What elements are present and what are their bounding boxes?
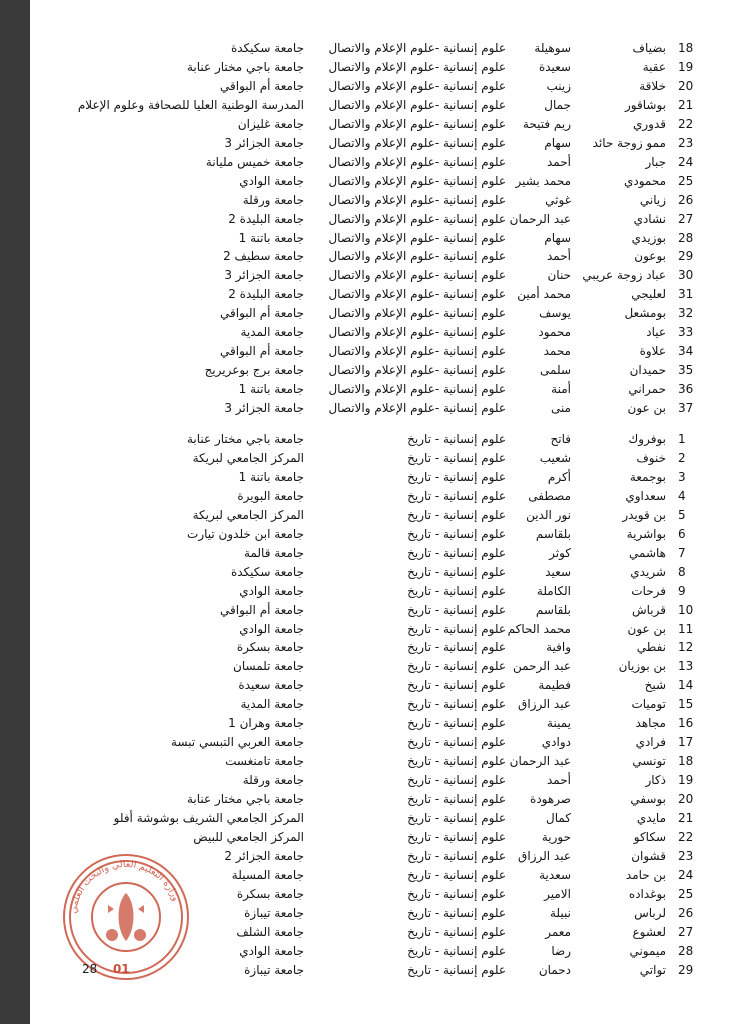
first-name: محمد أمين xyxy=(517,287,571,302)
last-name: ذكار xyxy=(645,773,666,788)
first-name: بلقاسم xyxy=(535,526,571,541)
row-number: 11 xyxy=(678,621,694,636)
first-name: أكرم xyxy=(547,469,571,484)
university: جامعة الجزائر 3 xyxy=(224,401,304,416)
first-name: سوهيلة xyxy=(534,41,571,55)
first-name: منى xyxy=(550,401,571,416)
table-row xyxy=(30,771,756,789)
row-number: 31 xyxy=(678,287,694,302)
department: علوم إنسانية - تاريخ xyxy=(407,621,506,636)
university: جامعة تيبازة xyxy=(244,905,304,920)
university: جامعة الشلف xyxy=(236,924,304,939)
university: جامعة تامنغست xyxy=(225,754,304,769)
department: علوم إنسانية - تاريخ xyxy=(407,773,506,788)
last-name: عقبة xyxy=(642,59,666,74)
first-name: محمد بشير xyxy=(515,173,571,188)
last-name: ميموني xyxy=(629,943,666,958)
table-row xyxy=(30,380,756,398)
last-name: مايدي xyxy=(636,811,666,825)
table-row xyxy=(30,153,756,171)
row-number: 10 xyxy=(678,602,694,617)
university: جامعة ورقلة xyxy=(242,192,304,207)
last-name: ممو زوجة حائد xyxy=(592,135,666,150)
first-name: نور الدين xyxy=(526,507,571,522)
university: المركز الجامعي الشريف بوشوشة أفلو xyxy=(113,811,304,825)
row-number: 21 xyxy=(678,811,694,825)
table-row xyxy=(30,134,756,152)
row-number: 37 xyxy=(678,401,694,416)
first-name: محمد xyxy=(543,344,571,359)
department: علوم إنسانية -علوم الإعلام والاتصال xyxy=(328,363,506,378)
first-name: محمود xyxy=(538,325,571,340)
row-number: 25 xyxy=(678,886,694,901)
row-number: 19 xyxy=(678,773,694,788)
last-name: بن بوزيان xyxy=(618,659,666,674)
row-number: 27 xyxy=(678,924,694,939)
table-row xyxy=(30,620,756,638)
university: جامعة الجزائر 3 xyxy=(224,268,304,283)
department: علوم إنسانية -علوم الإعلام والاتصال xyxy=(328,268,506,283)
department: علوم إنسانية -علوم الإعلام والاتصال xyxy=(328,78,506,93)
first-name: فاتح xyxy=(550,432,571,446)
department: علوم إنسانية - تاريخ xyxy=(407,716,506,731)
first-name: عبد الرحمان xyxy=(509,754,571,769)
university: المركز الجامعي للبيض xyxy=(193,829,304,844)
last-name: بن عون xyxy=(627,401,666,416)
first-name: نبيلة xyxy=(550,905,571,920)
first-name: أحمد xyxy=(547,249,571,264)
table-row xyxy=(30,563,756,581)
department: علوم إنسانية -علوم الإعلام والاتصال xyxy=(328,306,506,321)
department: علوم إنسانية - تاريخ xyxy=(407,867,506,882)
university: جامعة برج بوعريريج xyxy=(204,363,304,378)
last-name: هاشمي xyxy=(629,545,666,560)
table-row xyxy=(30,809,756,827)
table-row xyxy=(30,323,756,341)
last-name: علاوة xyxy=(639,344,666,359)
university: جامعة تلمسان xyxy=(233,659,304,674)
first-name: كمال xyxy=(545,811,571,825)
first-name: شعيب xyxy=(539,450,571,465)
university: جامعة البليدة 2 xyxy=(228,287,304,302)
university: جامعة الوادي xyxy=(239,173,304,188)
row-number: 28 xyxy=(678,230,694,245)
row-number: 1 xyxy=(678,432,686,446)
table-row xyxy=(30,487,756,505)
table-row xyxy=(30,506,756,524)
table-row xyxy=(30,39,756,57)
last-name: تواتي xyxy=(639,962,666,977)
first-name: سعيد xyxy=(545,564,571,579)
university: جامعة وهران 1 xyxy=(228,716,304,731)
first-name: غوثي xyxy=(545,192,571,207)
university: جامعة خميس مليانة xyxy=(205,154,304,169)
first-name: سهام xyxy=(544,135,571,150)
table-row xyxy=(30,58,756,76)
university: جامعة البويرة xyxy=(237,488,304,503)
first-name: الكاملة xyxy=(536,583,571,598)
last-name: بن حامد xyxy=(625,867,666,882)
row-number: 24 xyxy=(678,154,694,169)
department: علوم إنسانية -علوم الإعلام والاتصال xyxy=(328,401,506,416)
last-name: بوغداده xyxy=(628,886,666,901)
last-name: عباد زوجة عريبي xyxy=(582,268,666,283)
department: علوم إنسانية -علوم الإعلام والاتصال xyxy=(328,344,506,359)
row-number: 22 xyxy=(678,116,694,131)
first-name: عبد الرزاق xyxy=(518,848,571,863)
department: علوم إنسانية - تاريخ xyxy=(407,905,506,920)
last-name: قرباش xyxy=(631,602,666,617)
university: جامعة أم البواقي xyxy=(220,602,304,617)
university: جامعة الوادي xyxy=(239,583,304,598)
department: علوم إنسانية - تاريخ xyxy=(407,564,506,579)
first-name: سعدية xyxy=(539,867,571,882)
university: جامعة ابن خلدون تيارت xyxy=(187,526,304,541)
last-name: شريدي xyxy=(630,564,666,579)
row-number: 9 xyxy=(678,583,686,598)
last-name: قدوري xyxy=(632,116,666,131)
university: جامعة غليزان xyxy=(237,116,304,131)
table-row xyxy=(30,733,756,751)
table-row xyxy=(30,601,756,619)
department: علوم إنسانية - تاريخ xyxy=(407,924,506,939)
department: علوم إنسانية -علوم الإعلام والاتصال xyxy=(328,192,506,207)
university: جامعة الوادي xyxy=(239,621,304,636)
university: جامعة باتنة 1 xyxy=(238,382,304,397)
first-name: معمر xyxy=(545,924,571,939)
table-row xyxy=(30,247,756,265)
last-name: عياد xyxy=(646,325,666,340)
table-row xyxy=(30,342,756,360)
university: جامعة الجزائر 2 xyxy=(224,848,304,863)
university: جامعة أم البواقي xyxy=(220,78,304,93)
department: علوم إنسانية -علوم الإعلام والاتصال xyxy=(328,287,506,302)
first-name: بلقاسم xyxy=(535,602,571,617)
table-row xyxy=(30,657,756,675)
first-name: محمد الحاكم xyxy=(507,621,571,636)
university: جامعة بسكرة xyxy=(236,886,304,901)
row-number: 33 xyxy=(678,325,694,340)
page-number: 28 xyxy=(82,962,98,976)
first-name: مصطفى xyxy=(528,488,571,503)
first-name: عبد الرحمن xyxy=(513,659,571,674)
table-row xyxy=(30,714,756,732)
stamp-text: وزارة التعليم العالي والبحث العلمي xyxy=(68,858,182,915)
university: جامعة العربي التبسي تبسة xyxy=(171,735,304,750)
row-number: 14 xyxy=(678,678,694,693)
first-name: وافية xyxy=(546,640,571,655)
university: جامعة أم البواقي xyxy=(220,306,304,321)
row-number: 18 xyxy=(678,41,694,55)
row-number: 26 xyxy=(678,905,694,920)
first-name: حنان xyxy=(547,268,571,283)
row-number: 28 xyxy=(678,943,694,958)
first-name: زينب xyxy=(546,78,571,93)
university: جامعة قالمة xyxy=(244,545,304,560)
first-name: عبد الرحمان xyxy=(509,211,571,226)
department: علوم إنسانية - تاريخ xyxy=(407,697,506,712)
university: المركز الجامعي لبريكة xyxy=(192,507,304,522)
first-name: جمال xyxy=(544,97,571,112)
department: علوم إنسانية -علوم الإعلام والاتصال xyxy=(328,41,506,55)
last-name: مجاهد xyxy=(635,716,666,731)
last-name: سكاكو xyxy=(633,829,666,844)
row-number: 24 xyxy=(678,867,694,882)
first-name: دوادي xyxy=(541,735,571,750)
last-name: بوفروك xyxy=(628,432,666,446)
row-number: 5 xyxy=(678,507,686,522)
university: جامعة تيبازة xyxy=(244,962,304,977)
university: جامعة سطيف 2 xyxy=(223,249,304,264)
department: علوم إنسانية -علوم الإعلام والاتصال xyxy=(328,173,506,188)
last-name: جبار xyxy=(645,154,666,169)
table-row xyxy=(30,191,756,209)
last-name: بوسفي xyxy=(630,792,666,807)
table-row xyxy=(30,582,756,600)
department: علوم إنسانية - تاريخ xyxy=(407,545,506,560)
university: جامعة ورقلة xyxy=(242,773,304,788)
last-name: بن قويدر xyxy=(622,507,666,522)
table-row xyxy=(30,229,756,247)
row-number: 21 xyxy=(678,97,694,112)
department: علوم إنسانية - تاريخ xyxy=(407,469,506,484)
row-number: 15 xyxy=(678,697,694,712)
university: جامعة باجي مختار عنابة xyxy=(186,792,304,807)
department: علوم إنسانية -علوم الإعلام والاتصال xyxy=(328,230,506,245)
department: علوم إنسانية - تاريخ xyxy=(407,735,506,750)
first-name: ريم فتيحة xyxy=(522,116,571,131)
stamp-number: 01 xyxy=(112,962,130,976)
row-number: 29 xyxy=(678,962,694,977)
first-name: كوثر xyxy=(549,545,571,560)
department: علوم إنسانية -علوم الإعلام والاتصال xyxy=(328,382,506,397)
last-name: بوجمعة xyxy=(629,469,666,484)
university: جامعة المدية xyxy=(240,697,304,712)
department: علوم إنسانية -علوم الإعلام والاتصال xyxy=(328,154,506,169)
row-number: 6 xyxy=(678,526,686,541)
first-name: دحمان xyxy=(538,962,571,977)
first-name: أحمد xyxy=(547,154,571,169)
last-name: بوزيدي xyxy=(631,230,666,245)
row-number: 23 xyxy=(678,135,694,150)
table-row xyxy=(30,828,756,846)
row-number: 17 xyxy=(678,735,694,750)
table-row xyxy=(30,638,756,656)
department: علوم إنسانية - تاريخ xyxy=(407,678,506,693)
last-name: زياني xyxy=(639,192,666,207)
university: جامعة بسكرة xyxy=(236,640,304,655)
table-row xyxy=(30,449,756,467)
table-row xyxy=(30,361,756,379)
row-number: 19 xyxy=(678,59,694,74)
department: علوم إنسانية - تاريخ xyxy=(407,507,506,522)
page-footer xyxy=(82,962,130,976)
row-number: 8 xyxy=(678,564,686,579)
document-page xyxy=(30,0,756,1024)
row-number: 35 xyxy=(678,363,694,378)
last-name: حمراني xyxy=(628,382,666,397)
university: جامعة سكيكدة xyxy=(230,564,304,579)
last-name: شيخ xyxy=(644,678,666,693)
last-name: لرباس xyxy=(634,905,666,920)
row-number: 22 xyxy=(678,829,694,844)
row-number: 20 xyxy=(678,78,694,93)
table-row xyxy=(30,676,756,694)
first-name: سلمى xyxy=(540,363,571,378)
first-name: رضا xyxy=(551,943,571,958)
last-name: بوعون xyxy=(634,249,666,264)
department: علوم إنسانية - تاريخ xyxy=(407,811,506,825)
university: جامعة الوادي xyxy=(239,943,304,958)
department: علوم إنسانية -علوم الإعلام والاتصال xyxy=(328,249,506,264)
first-name: حورية xyxy=(541,829,571,844)
last-name: لعليجي xyxy=(631,287,666,302)
row-number: 13 xyxy=(678,659,694,674)
first-name: فطيمة xyxy=(538,678,571,693)
department: علوم إنسانية - تاريخ xyxy=(407,640,506,655)
last-name: حميدان xyxy=(629,363,666,378)
university: جامعة باتنة 1 xyxy=(238,469,304,484)
university: جامعة باجي مختار عنابة xyxy=(186,432,304,446)
department: علوم إنسانية - تاريخ xyxy=(407,659,506,674)
department: علوم إنسانية - تاريخ xyxy=(407,962,506,977)
first-name: يوسف xyxy=(538,306,571,321)
last-name: فرادي xyxy=(635,735,666,750)
table-row xyxy=(30,115,756,133)
department: علوم إنسانية -علوم الإعلام والاتصال xyxy=(328,211,506,226)
first-name: عبد الرزاق xyxy=(518,697,571,712)
row-number: 3 xyxy=(678,469,686,484)
table-row xyxy=(30,544,756,562)
row-number: 30 xyxy=(678,268,694,283)
row-number: 7 xyxy=(678,545,686,560)
last-name: محمودي xyxy=(623,173,666,188)
table-row xyxy=(30,790,756,808)
table-row xyxy=(30,210,756,228)
first-name: سهام xyxy=(544,230,571,245)
university: المركز الجامعي لبريكة xyxy=(192,450,304,465)
university: جامعة باجي مختار عنابة xyxy=(186,59,304,74)
table-row xyxy=(30,468,756,486)
row-number: 32 xyxy=(678,306,694,321)
department: علوم إنسانية - تاريخ xyxy=(407,526,506,541)
last-name: فرحات xyxy=(631,583,666,598)
row-number: 36 xyxy=(678,382,694,397)
first-name: أحمد xyxy=(547,773,571,788)
university: جامعة الجزائر 3 xyxy=(224,135,304,150)
last-name: نفطي xyxy=(636,640,666,655)
department: علوم إنسانية -علوم الإعلام والاتصال xyxy=(328,59,506,74)
table-row xyxy=(30,430,756,448)
university: جامعة المدية xyxy=(240,325,304,340)
last-name: بوشاقور xyxy=(625,97,666,112)
row-number: 20 xyxy=(678,792,694,807)
university: جامعة باتنة 1 xyxy=(238,230,304,245)
row-number: 25 xyxy=(678,173,694,188)
row-number: 2 xyxy=(678,450,686,465)
table-row xyxy=(30,399,756,417)
first-name: أمنة xyxy=(551,382,571,397)
department: علوم إنسانية - تاريخ xyxy=(407,886,506,901)
last-name: خنوف xyxy=(636,450,666,465)
table-row xyxy=(30,525,756,543)
department: علوم إنسانية - تاريخ xyxy=(407,848,506,863)
last-name: سعداوي xyxy=(625,488,666,503)
department: علوم إنسانية - تاريخ xyxy=(407,432,506,446)
row-number: 12 xyxy=(678,640,694,655)
department: علوم إنسانية - تاريخ xyxy=(407,943,506,958)
table-row xyxy=(30,266,756,284)
first-name: سعيدة xyxy=(538,59,571,74)
row-number: 23 xyxy=(678,848,694,863)
department: علوم إنسانية -علوم الإعلام والاتصال xyxy=(328,116,506,131)
row-number: 34 xyxy=(678,344,694,359)
department: علوم إنسانية - تاريخ xyxy=(407,583,506,598)
department: علوم إنسانية - تاريخ xyxy=(407,829,506,844)
last-name: بن عون xyxy=(627,621,666,636)
table-row xyxy=(30,285,756,303)
university: المدرسة الوطنية العليا للصحافة وعلوم الإعلام xyxy=(77,97,304,112)
last-name: بومشعل xyxy=(624,306,666,321)
last-name: توميات xyxy=(631,697,666,712)
row-number: 16 xyxy=(678,716,694,731)
first-name: الامير xyxy=(544,886,571,901)
table-row xyxy=(30,172,756,190)
department: علوم إنسانية - تاريخ xyxy=(407,602,506,617)
row-number: 26 xyxy=(678,192,694,207)
university: جامعة البليدة 2 xyxy=(228,211,304,226)
last-name: قشوان xyxy=(631,848,666,863)
department: علوم إنسانية - تاريخ xyxy=(407,754,506,769)
department: علوم إنسانية - تاريخ xyxy=(407,488,506,503)
department: علوم إنسانية -علوم الإعلام والاتصال xyxy=(328,135,506,150)
last-name: خلاقة xyxy=(639,78,666,93)
department: علوم إنسانية -علوم الإعلام والاتصال xyxy=(328,97,506,112)
row-number: 18 xyxy=(678,754,694,769)
department: علوم إنسانية -علوم الإعلام والاتصال xyxy=(328,325,506,340)
university: جامعة سعيدة xyxy=(238,678,304,693)
table-row xyxy=(30,752,756,770)
first-name: يمينة xyxy=(547,716,571,731)
row-number: 27 xyxy=(678,211,694,226)
table-row xyxy=(30,304,756,322)
university: جامعة المسيلة xyxy=(231,867,304,882)
table-row xyxy=(30,96,756,114)
last-name: نشادي xyxy=(633,211,666,226)
university: جامعة أم البواقي xyxy=(220,344,304,359)
department: علوم إنسانية - تاريخ xyxy=(407,792,506,807)
first-name: صرهودة xyxy=(530,792,571,807)
row-number: 4 xyxy=(678,488,686,503)
row-number: 29 xyxy=(678,249,694,264)
table-row xyxy=(30,77,756,95)
university: جامعة سكيكدة xyxy=(230,41,304,55)
last-name: بواشرية xyxy=(626,526,666,541)
table-row xyxy=(30,695,756,713)
department: علوم إنسانية - تاريخ xyxy=(407,450,506,465)
last-name: بضياف xyxy=(632,41,666,55)
last-name: تونسي xyxy=(632,754,666,769)
last-name: لعشوع xyxy=(632,924,666,939)
